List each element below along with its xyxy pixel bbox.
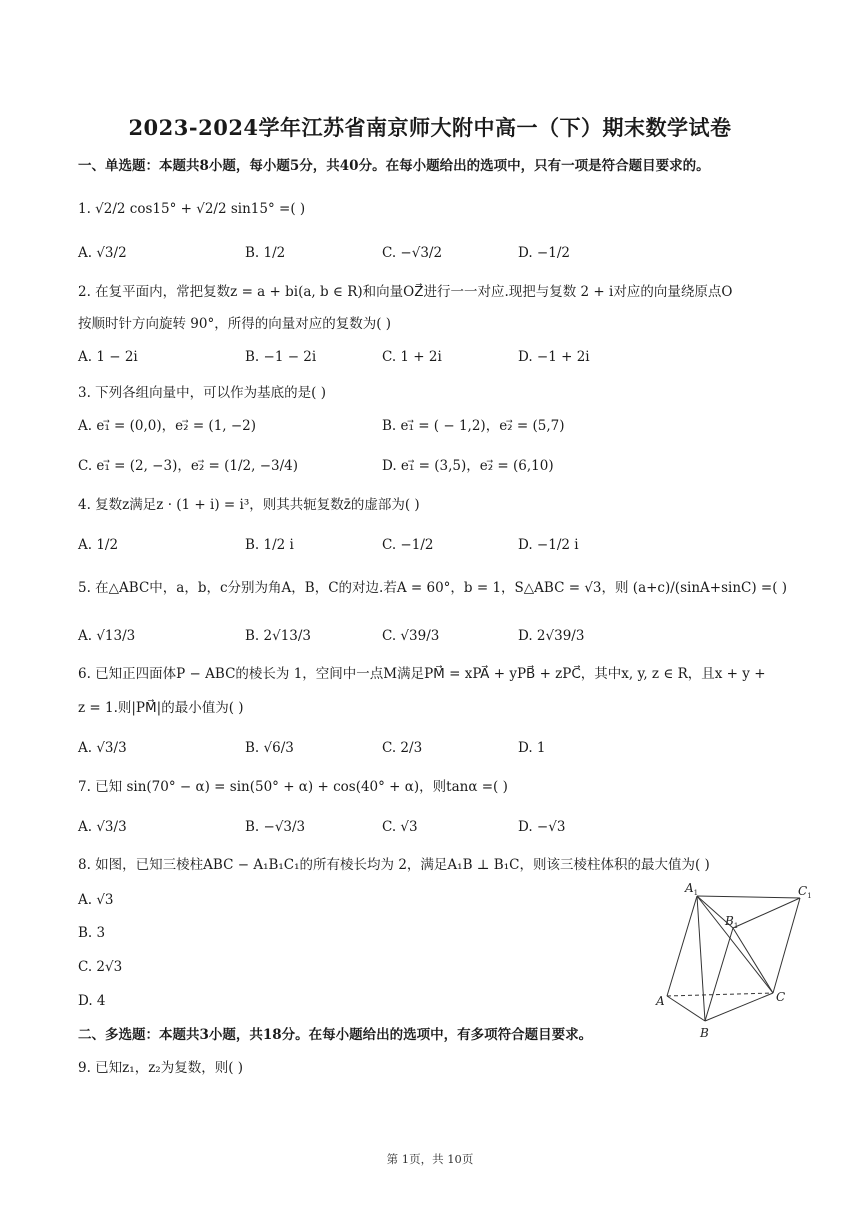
q7-option-a: A. √3/3 (78, 819, 127, 835)
label-c: C (776, 990, 786, 1004)
question-4-stem: 4. 复数z满足z · (1 + i) = i³，则其共轭复数z̄的虚部为( ) (78, 497, 420, 513)
question-2-stem-line1: 2. 在复平面内，常把复数z = a + bi(a, b ∈ R)和向量OZ⃗进行一一对应.现把与复数 2 + i对应的向量绕原点O (78, 284, 733, 300)
prism-figure (655, 878, 825, 1043)
q4-option-a: A. 1/2 (78, 537, 119, 553)
question-8-stem: 8. 如图，已知三棱柱ABC − A₁B₁C₁的所有棱长均为 2，满足A₁B ⊥ B₁C，则该三棱柱体积的最大值为( ) (78, 857, 710, 873)
question-3-stem: 3. 下列各组向量中，可以作为基底的是( ) (78, 385, 326, 401)
question-7-stem: 7. 已知 sin(70° − α) = sin(50° + α) + cos(40° + α)，则tanα =( ) (78, 779, 508, 795)
q1-option-d: D. −1/2 (518, 245, 570, 261)
q3-option-d: D. e₁⃗ = (3,5)，e₂⃗ = (6,10) (382, 458, 554, 474)
q1-option-c: C. −√3/2 (382, 245, 443, 261)
q7-option-c: C. √3 (382, 819, 418, 835)
question-2-stem-line2: 按顺时针方向旋转 90°，所得的向量对应的复数为( ) (78, 316, 392, 332)
q3-option-a: A. e₁⃗ = (0,0)，e₂⃗ = (1, −2) (78, 418, 257, 434)
q2-option-d: D. −1 + 2i (518, 349, 590, 365)
q4-option-d: D. −1/2 i (518, 537, 579, 553)
q1-option-a: A. √3/2 (78, 245, 127, 261)
q7-option-b: B. −√3/3 (245, 819, 306, 835)
label-b1: $B_1$ (725, 914, 739, 930)
q5-option-c: C. √39/3 (382, 628, 440, 644)
q5-option-b: B. 2√13/3 (245, 628, 312, 644)
q2-option-c: C. 1 + 2i (382, 349, 442, 365)
q1-option-b: B. 1/2 (245, 245, 286, 261)
q2-option-a: A. 1 − 2i (78, 349, 138, 365)
q6-option-d: D. 1 (518, 740, 546, 756)
q8-option-d: D. 4 (78, 993, 106, 1009)
q8-option-c: C. 2√3 (78, 959, 123, 975)
q3-option-c: C. e₁⃗ = (2, −3)，e₂⃗ = (1/2, −3/4) (78, 458, 299, 474)
question-6-stem-line1: 6. 已知正四面体P − ABC的棱长为 1，空间中一点M满足PM⃗ = xPA⃗ + yPB⃗ + zPC⃗，其中x, y, z ∈ R，且x + y + (78, 666, 766, 682)
question-5-stem: 5. 在△ABC中，a，b，c分别为角A，B，C的对边.若A = 60°，b = 1，S△ABC = √3，则 (a+c)/(sinA+sinC) =( ) (78, 580, 788, 596)
q6-option-a: A. √3/3 (78, 740, 127, 756)
q8-option-b: B. 3 (78, 925, 106, 941)
q6-option-b: B. √6/3 (245, 740, 294, 756)
section-single-choice: 一、单选题：本题共8小题，每小题5分，共40分。在每小题给出的选项中，只有一项是符合题目要求的。 (78, 158, 710, 174)
q7-option-d: D. −√3 (518, 819, 566, 835)
question-1-stem: 1. √2/2 cos15° + √2/2 sin15° =( ) (78, 201, 306, 217)
question-9-stem: 9. 已知z₁，z₂为复数，则( ) (78, 1060, 244, 1076)
q5-option-d: D. 2√39/3 (518, 628, 585, 644)
question-6-stem-line2: z = 1.则|PM⃗|的最小值为( ) (78, 700, 244, 716)
q8-option-a: A. √3 (78, 892, 114, 908)
q6-option-c: C. 2/3 (382, 740, 423, 756)
q3-option-b: B. e₁⃗ = ( − 1,2)，e₂⃗ = (5,7) (382, 418, 565, 434)
page-footer: 第 1页，共 10页 (386, 1152, 474, 1166)
q4-option-b: B. 1/2 i (245, 537, 294, 553)
q2-option-b: B. −1 − 2i (245, 349, 317, 365)
label-a: A (656, 994, 665, 1008)
section-multiple-choice: 二、多选题：本题共3小题，共18分。在每小题给出的选项中，有多项符合题目要求。 (78, 1027, 593, 1043)
label-b: B (700, 1026, 709, 1040)
q4-option-c: C. −1/2 (382, 537, 434, 553)
label-c1: $C_1$ (798, 884, 812, 900)
page-title: 2023-2024学年江苏省南京师大附中高一（下）期末数学试卷 (128, 115, 732, 140)
q5-option-a: A. √13/3 (78, 628, 136, 644)
label-a1: $A_1$ (685, 881, 699, 897)
